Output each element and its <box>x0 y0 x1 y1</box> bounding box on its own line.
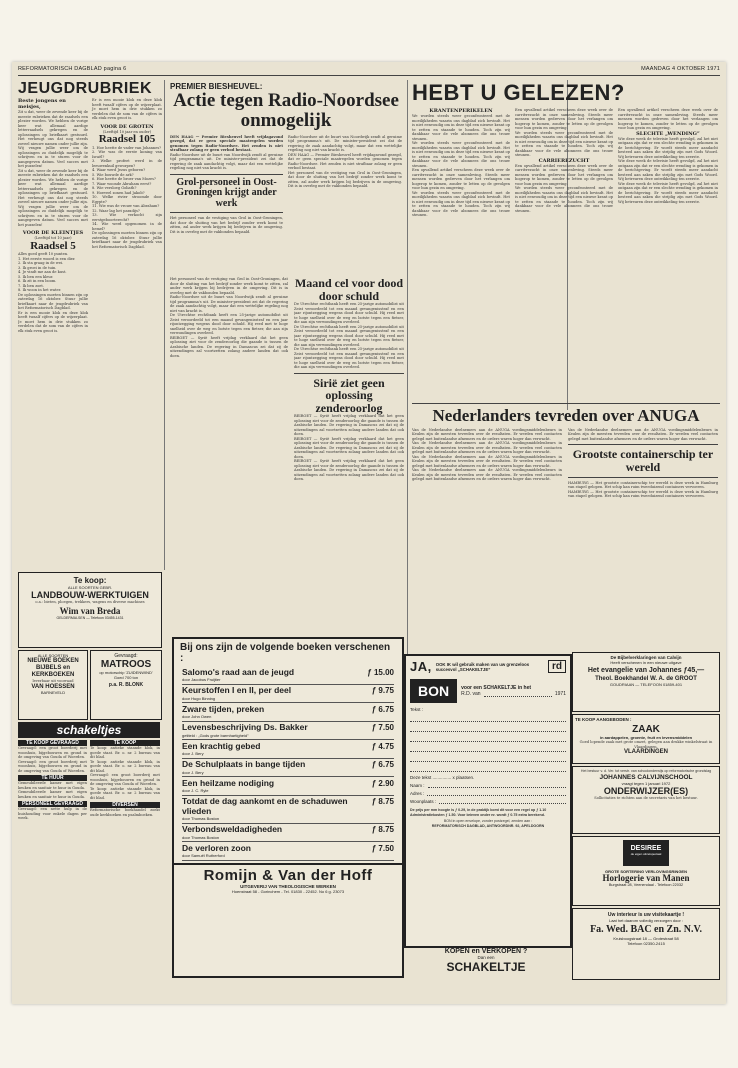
coupon-text-line[interactable] <box>410 762 566 772</box>
ad-label: Te koop: <box>73 576 107 585</box>
coupon-naam-label: Naam : <box>410 783 425 788</box>
carrierezucht-heading: CARRIEREZUCHT <box>538 157 590 164</box>
radio-body: Radio-Noordsee uit de buurt van Noordwijk zendt al geruime tijd programma's uit. De minister-president zei dat de regering de zaak aandachtig volgt, maar dat een wettelijke regeling nog niet van kracht is. <box>170 152 283 171</box>
clue: 5. Wie bouwde de ark? <box>92 172 134 177</box>
container-body: HAMBURG — Het grootste containerschip ter wereld is deze week in Hamburg van stapel gelopen. Het schip kan ruim tweeduizend containers vervoeren. <box>568 489 718 499</box>
ad-bijbelverklaringen <box>572 652 720 712</box>
schakeltje-text: Gevraagd: een groot boerderij met woonhuis, bijgebouwen en grond in de omgeving van Gouda of Woerden. <box>90 773 160 786</box>
sirie-body-2: BEIROET — Syrië heeft vrijdag verklaard dat het geen oplossing ziet voor de zenderoorlog die gaande is tussen de Arabische landen. De regering in Damascus zei dat zij de uitzendingen zal voortzetten zolang andere landen dat ook doen. <box>294 436 404 459</box>
anuga-body: Van de Nederlandse deelnemers aan de ANUGA voedingsmiddelenbeurs in Keulen zijn de meesten tevreden over de resultaten. Er werden veel contacten gelegd met buitenlandse afnemers en de orders waren hoger dan verwacht. <box>412 427 562 441</box>
clue: 4. Waar werd Jezus geboren? <box>92 168 146 173</box>
book-row <box>182 666 394 685</box>
radio-article <box>170 82 402 282</box>
publisher-sub: UITGEVERIJ VAN THEOLOGISCHE WERKEN <box>240 883 336 889</box>
coupon-intro: OOK IK wil gebruik maken van uw grenzeloos succesvol „SCHAKELTJE” <box>435 661 530 672</box>
book-row <box>182 685 394 704</box>
bac-sub: Laat het daarom volledig verzorgen door : <box>608 918 684 923</box>
gelezen-body: Een opvallend artikel verscheen deze week over de carrièrezucht in onze samenleving. Steeds meer mensen worden gedreven door het verlangen om hogerop te komen, zonder te letten op de gevolgen voor hun gezin en omgeving. <box>412 168 510 190</box>
ad-matroos-l4: Goed 700 ton <box>113 675 139 680</box>
book-title: Totdat de dag aankomt en de schaduwen vlieden <box>182 796 348 816</box>
jeugd-subtitle: Beste jongens en meisjes, <box>18 98 66 110</box>
ad-bijbels-l2: NIEUWE BOEKEN BIJBELS en KERKBOEKEN <box>27 658 79 678</box>
bac-name: Fa. Wed. BAC en Zn. N.V. <box>590 924 702 935</box>
book-price: ƒ 8.75 <box>371 825 394 834</box>
coupon-voor: voor een SCHAKELTJE in het <box>461 685 532 691</box>
book-price: ƒ 8.75 <box>371 797 394 806</box>
zaak-sub: in aardappelen, groente, fruit en levensmiddelen <box>599 735 693 740</box>
wending-heading: SLECHTE „WENDING” <box>636 130 700 137</box>
coupon-zend: BON in open envelope, zonder postzegel, zenden aan : <box>443 819 533 823</box>
book-title: Zware tijden, preken <box>182 703 265 714</box>
book-author: door Thomas Boston <box>182 816 220 821</box>
publisher-name: Romijn & Van der Hoff <box>174 863 402 884</box>
jeugd-intro: Zit u dat, weer de zevende keer bij de meeste rubrieken dat de raadsels een plezier worden. We hebben de vorige keer wat allemaal aardige letterraadsels gekregen en de oplossingen op briefkaart gestuurd. Het verheugt ons dat nog steeds zoveel nieuwe namen onder jullie zijn. Wij vragen jullie weer om de oplossingen zo duidelijk mogelijk te schrijven en in te sturen voor de aangegeven datum. Veel succes met het puzzelen! <box>18 110 88 168</box>
bon-label: BON <box>410 679 457 703</box>
grol-body-cont: Het personeel van de vestiging van Grol in Oost-Groningen, dat door de sluiting van het bedrijf zonder werk komt te zitten, zal ander werk krijgen bij bedrijven in de omgeving. Dit is in overleg met de vakbonden bepaald. <box>170 277 288 295</box>
school-nu: vraagt tegen 1 januari 1972 <box>621 780 671 786</box>
coupon-zend-addr: REFORMATORISCH DAGBLAD, ANTWOORDNR. 92, APELDOORN <box>431 823 545 828</box>
radio-body-3: DEN HAAG — Premier Biesheuvel heeft vrijdagavond gezegd, dat er geen speciale maatregelen worden genomen tegen Radio-Noordsee. Het zenden is niet strafbaar zolang er geen verbod bestaat. <box>288 152 402 171</box>
schakeltje-text: Gevraagd: een nette hulp in de huishouding voor enkele dagen per week. <box>18 807 87 820</box>
ad-matroos <box>90 650 162 720</box>
grol-continuation <box>170 277 288 657</box>
jeugd-intro-cont: Zit u dat, weer de zevende keer bij de meeste rubrieken dat de raadsels een plezier worden. We hebben de vorige keer wat allemaal aardige letterraadsels gekregen en de oplossingen op briefkaart gestuurd. Het verheugt ons dat nog steeds zoveel nieuwe namen onder jullie zijn. Wij vragen jullie weer om de oplossingen zo duidelijk mogelijk te schrijven en in te sturen voor de aangegeven datum. Veel succes met het puzzelen! <box>18 168 88 227</box>
desiree-addr: Burgstraat 28, Veenendaal - Telefoon 22032 <box>608 883 684 888</box>
book-author: door J. C. Ryle <box>182 788 209 793</box>
clue: 6. Ik zit in een boom. <box>18 279 57 284</box>
coupon-text-line[interactable] <box>410 752 566 762</box>
coupon-woonplaats-field[interactable] <box>439 799 566 804</box>
ad-zaak <box>572 714 720 764</box>
page-header <box>18 66 720 76</box>
book-row <box>182 740 394 759</box>
ad-matroos-name: p.a. R. BLONK <box>108 682 144 688</box>
bac-phone: Telefoon 02350-2415 <box>627 940 665 946</box>
bijbel-shop: Theol. Boekhandel W. A. de GROOT <box>595 676 697 682</box>
boeken-title: Bij ons zijn de volgende boeken verschenen : <box>180 642 391 664</box>
radio-lead: DEN HAAG — Premier Biesheuvel heeft vrijdagavond gezegd, dat er geen speciale maatregelen worden genomen tegen Radio-Noordsee. Het zenden is niet strafbaar zolang er geen verbod bestaat. <box>170 134 283 153</box>
gelezen-body: We worden steeds weer geconfronteerd met de moeilijkheden waarin ons dagblad zich bevindt. Het is niet eenvoudig om in deze tijd een nieuwe krant op te zetten en staande te houden. Toch zijn wij dankbaar voor de vele abonnees die ons trouw steunen. <box>515 130 613 157</box>
ad-sub: ALLE SOORTEN GEBR. <box>67 585 113 590</box>
clue: 1. Hoe heette de vader van Johannes? <box>92 145 162 150</box>
coupon-text-line[interactable] <box>410 732 566 742</box>
book-row <box>182 824 394 843</box>
coupon-plaatsen: Deze tekst ............... x plaatsen. <box>410 775 475 780</box>
bac-addr: Kruisboogstraat 18 — Grotestraat 58 <box>613 935 679 941</box>
anuga-headline: Nederlanders tevreden over ANUGA <box>432 406 700 425</box>
clue: 2. Ik sta graag in de wei. <box>18 261 64 266</box>
raadsel-105-title: Raadsel 105 <box>98 133 156 145</box>
maand-cel-article <box>294 277 404 657</box>
schakeltje-coupon <box>404 654 572 948</box>
desiree-logo <box>623 840 669 866</box>
schakeltjes-section <box>18 722 160 922</box>
kopen-schakeltje: SCHAKELTJE <box>446 960 526 974</box>
zaak-city: VLAARDINGEN <box>623 749 668 755</box>
ad-matroos-l2: MATROOS <box>100 659 152 670</box>
clue: 1. Het eerste woord is een dier. <box>18 256 76 261</box>
schakeltjes-head: DIVERSEN <box>90 802 160 808</box>
book-price: ƒ 2.90 <box>371 778 394 788</box>
jeugd-title: JEUGDRUBRIEK <box>18 80 153 97</box>
ad-landbouwwerktuigen <box>18 572 162 648</box>
anuga-article <box>412 400 720 650</box>
publisher-addr: Hoenstraat 58 - Gorinchem - Tel. 01830 - 22452. No 6 g. 23073 <box>231 888 345 894</box>
schakeltje-text: Te koop: antieke staande klok, in goede staat. Br. o. nr. 2 bureau van dit blad. <box>90 746 160 759</box>
maand-body-3: De Utrechtse rechtbank heeft een 25-jarige automobilist uit Zeist veroordeeld tot een maand gevangenisstraf en een jaar rijontzegging wegens dood door schuld. Hij reed met te hoge snelheid over de weg en botste tegen een fietser, die aan zijn verwondingen overleed. <box>294 347 404 370</box>
voor-kleintjes-heading: VOOR DE KLEINTJES <box>22 230 84 236</box>
clue: 9. Hoeveel zonen had Jakob? <box>92 190 145 195</box>
gelezen-body: We worden steeds weer geconfronteerd met de moeilijkheden waarin ons dagblad zich bevindt. Het is niet eenvoudig om in deze tijd een nieuwe krant op te zetten en staande te houden. Toch zijn wij dankbaar voor de vele abonnees die ons trouw steunen. <box>515 186 613 213</box>
header-left: REFORMATORISCH DAGBLAD pagina 6 <box>18 66 127 72</box>
book-title: Levensbeschrijving Ds. Bakker <box>182 722 308 732</box>
clue: 5. Ik ben een kleur. <box>18 274 54 279</box>
sirie-headline: Sirië ziet geen oplossing zenderoorlog <box>313 375 385 415</box>
book-author: door Hugo Binning <box>182 695 216 701</box>
kleintjes-age: (Leeftijd tot 10 jaar) <box>34 236 72 240</box>
gelezen-body: Een opvallend artikel verscheen deze week over de carrièrezucht in onze samenleving. Steeds meer mensen worden gedreven door het verlangen om hogerop te komen, zonder te letten op de gevolgen voor hun gezin en omgeving. <box>515 108 613 130</box>
ad-bijbels-name: VAN HOESSEN <box>31 683 75 690</box>
column-rule <box>164 80 165 570</box>
kopen-heading: KOPEN en VERKOPEN ? <box>444 948 528 955</box>
raadsel-5-intro: Alles goed geeft 10 punten. <box>18 252 69 257</box>
desiree-tag: de eigen uitzetspeciaal <box>630 852 662 856</box>
grol-body-cont: BEIROET — Syrië heeft vrijdag verklaard dat het geen oplossing ziet voor de zenderoorlog die gaande is tussen de Arabische landen. De regering in Damascus zei dat zij de uitzendingen zal voortzetten zolang andere landen dat ook doen. <box>170 335 288 358</box>
newspaper-page <box>12 62 726 1004</box>
book-author: door John Owen <box>182 714 212 719</box>
book-title: De verloren zoon <box>182 842 251 853</box>
school-intro: Het bestuur v. d. Ver. tot verstr. van schoolonderwijs op reformatorische grondslag <box>580 769 712 773</box>
ad-boeken <box>172 637 404 978</box>
book-title: Een heilzame nodiging <box>182 777 275 788</box>
clue: 10. Welke rivier stroomde door Egypte? <box>92 195 162 204</box>
ad-name: Wim van Breda <box>59 605 121 616</box>
school-big: ONDERWIJZER(ES) <box>603 785 689 796</box>
book-price: ƒ 7.50 <box>371 843 394 853</box>
book-title: Salomo's raad aan de jeugd <box>182 666 295 677</box>
book-title: De Schulplaats in bange tijden <box>182 759 306 769</box>
schakeltje-text: Gemeubileerde kamer met eigen keuken en sanitair te huur in Gouda. <box>18 790 87 799</box>
book-price: ƒ 6.75 <box>371 704 394 714</box>
jeugdrubriek-section <box>18 80 162 570</box>
coupon-naam-field[interactable] <box>428 783 566 788</box>
book-price: ƒ 4.75 <box>371 741 394 751</box>
jeugd-footer-right: De oplossingen moeten binnen zijn op zaterdag 16 oktober. Stuur jullie briefkaart naar de jeugdrubriek van het Reformatorisch Dagblad. <box>92 231 162 249</box>
clue: 3. Ik groei in de tuin. <box>18 265 57 270</box>
groten-age: (Leeftijd 10 jaar en ouder) <box>102 129 152 134</box>
book-author: door J. Bery <box>182 751 204 756</box>
jeugd-right-text: Er is een mooie klok en deze klok heeft twaalf cijfers op de wijzerplaat. Je moet hem in drie stukken zo verdelen dat de som van de cijfers in elk stuk even groot is. <box>92 98 162 120</box>
coupon-text-line[interactable] <box>410 712 566 722</box>
sirie-body: BEIROET — Syrië heeft vrijdag verklaard dat het geen oplossing ziet voor de zenderoorlog die gaande is tussen de Arabische landen. De regering in Damascus zei dat zij de uitzendingen zal voortzetten zolang andere landen dat ook doen. <box>294 414 404 437</box>
wending-body: Wie deze week de televisie heeft gevolgd, zal het niet ontgaan zijn dat er een slechte wending is gekomen in de berichtgeving. Er wordt steeds meer aandacht besteed aan zaken die strijdig zijn met Gods Woord. Wij betreuren deze ontwikkeling ten zeerste. <box>618 136 718 159</box>
ad-matroos-l1: Gevraagd: <box>114 653 138 659</box>
school-name: JOHANNES CALVIJNSCHOOL <box>599 773 693 781</box>
book-row <box>182 703 394 722</box>
book-row <box>182 842 394 861</box>
coupon-text-line[interactable] <box>410 722 566 732</box>
rd-logo: rd <box>548 660 566 673</box>
gelezen-body: We worden steeds weer geconfronteerd met de moeilijkheden waarin ons dagblad zich bevindt. Het is niet eenvoudig om in deze tijd een nieuwe krant op te zetten en staande te houden. Toch zijn wij dankbaar voor de vele abonnees die ons trouw steunen. <box>412 114 510 141</box>
header-right: MAANDAG 4 OKTOBER 1971 <box>641 66 720 72</box>
schakeltjes-head: PERSONEEL GEVRAAGD <box>18 801 87 807</box>
gelezen-body: Een opvallend artikel verscheen deze week over de carrièrezucht in onze samenleving. Steeds meer mensen worden gedreven door het verlangen om hogerop te komen, zonder te letten op de gevolgen voor hun gezin en omgeving. <box>515 163 613 186</box>
grol-body-cont: De Utrechtse rechtbank heeft een 25-jarige automobilist uit Zeist veroordeeld tot een maand gevangenisstraf en een jaar rijontzegging wegens dood door schuld. Hij reed met te hoge snelheid over de weg en botste tegen een fietser, die aan zijn verwondingen overleed. <box>170 313 288 335</box>
maand-headline: Maand cel voor dood door schuld <box>294 277 404 303</box>
bijbel-shop-addr: GOUDRIAAN — TELEFOON 01859-401 <box>609 682 683 687</box>
book-author: door Jacobus Fruijtier <box>182 677 221 682</box>
kopen-verkopen <box>404 948 568 988</box>
coupon-woonplaats-label: Woonplaats : <box>410 799 437 804</box>
coupon-rd: R.D. van <box>461 691 481 697</box>
schakeltje-text: Gemeubileerde kamer met eigen keuken en sanitair te huur in Gouda. <box>18 781 87 790</box>
clue: 12. Waar lag het paradijs? <box>92 208 140 213</box>
ad-school <box>572 766 720 834</box>
sirie-body-3: BEIROET — Syrië heeft vrijdag verklaard dat het geen oplossing ziet voor de zenderoorlog die gaande is tussen de Arabische landen. De regering in Damascus zei dat zij de uitzendingen zal voortzetten zolang andere landen dat ook doen. <box>294 459 404 482</box>
bijbel-top: De Bijbelverklaringen van Calvijn <box>610 655 682 660</box>
schakeltjes-head: TE HUUR <box>18 775 87 781</box>
book-row <box>182 796 394 824</box>
container-headline: Grootste containerschip ter wereld <box>572 447 714 474</box>
anuga-body: Van de Nederlandse deelnemers aan de ANUGA voedingsmiddelenbeurs in Keulen zijn de meesten tevreden over de resultaten. Er werden veel contacten gelegd met buitenlandse afnemers en de orders waren hoger dan verwacht. <box>412 454 562 468</box>
grol-body-cont: Radio-Noordsee uit de buurt van Noordwijk zendt al geruime tijd programma's uit. De minister-president zei dat de regering de zaak aandachtig volgt, maar dat een wettelijke regeling nog niet van kracht is. <box>170 295 288 313</box>
ad-bac <box>572 908 720 980</box>
ad-addr: GELDERMALSEN — Telefoon 03455-1431 <box>56 615 124 620</box>
book-price: ƒ 15.00 <box>367 667 394 677</box>
ad-bijbels-l3: leverbaar uit voorraad <box>32 679 74 683</box>
ad-matroos-l3: op motorschip 'ZUIDENWIND' <box>99 670 153 675</box>
gelezen-body: Een opvallend artikel verscheen deze week over de carrièrezucht in onze samenleving. Steeds meer mensen worden gedreven door het verlangen om hogerop te komen, zonder te letten op de gevolgen voor hun gezin en omgeving. <box>618 108 718 130</box>
anuga-body: Van de Nederlandse deelnemers aan de ANUGA voedingsmiddelenbeurs in Keulen zijn de meesten tevreden over de resultaten. Er werden veel contacten gelegd met buitenlandse afnemers en de orders waren hoger dan verwacht. <box>412 441 562 455</box>
book-price: ƒ 6.75 <box>371 760 394 769</box>
grol-body: Het personeel van de vestiging van Grol in Oost-Groningen, dat door de sluiting van het bedrijf zonder werk komt te zitten, zal ander werk krijgen bij bedrijven in de omgeving. Dit is in overleg met de vakbonden bepaald. <box>170 216 283 234</box>
radio-body-2: Radio-Noordsee uit de buurt van Noordwijk zendt al geruime tijd programma's uit. De minister-president zei dat de regering de zaak aandachtig volgt, maar dat een wettelijke regeling nog niet van kracht is. <box>288 134 402 153</box>
gelezen-body: We worden steeds weer geconfronteerd met de moeilijkheden waarin ons dagblad zich bevindt. Het is niet eenvoudig om in deze tijd een nieuwe krant op te zetten en staande te houden. Toch zijn wij dankbaar voor de vele abonnees die ons trouw steunen. <box>412 190 510 217</box>
book-price: ƒ 7.50 <box>371 723 394 732</box>
maand-body: De Utrechtse rechtbank heeft een 25-jarige automobilist uit Zeist veroordeeld tot een maand gevangenisstraf en een jaar rijontzegging wegens dood door schuld. Hij reed met te hoge snelheid over de weg en botste tegen een fietser, die aan zijn verwondingen overleed. <box>294 302 404 325</box>
schakeltje-text: Gevraagd: een groot boerderij met woonhuis, bijgebouwen en grond in de omgeving van Gouda of Woerden. <box>18 759 87 773</box>
ad-bijbels <box>18 650 88 720</box>
gelezen-body: We worden steeds weer geconfronteerd met de moeilijkheden waarin ons dagblad zich bevindt. Het is niet eenvoudig om in deze tijd een nieuwe krant op te zetten en staande te houden. Toch zijn wij dankbaar voor de vele abonnees die ons trouw steunen. <box>412 141 510 168</box>
clue: 4. Je vindt me aan de kust. <box>18 270 67 275</box>
krantenperikelen-heading: KRANTENPERIKELEN <box>429 108 493 114</box>
container-body: HAMBURG — Het grootste containerschip ter wereld is deze week in Hamburg van stapel gelopen. Het schip kan ruim tweeduizend containers vervoeren. <box>568 480 718 490</box>
radio-headline: Actie tegen Radio-Noordsee onmogelijk <box>173 90 399 131</box>
zaak-body: Goed lopende zaak met grote omzet, gelegen aan drukke winkelstraat in Vlaardingen. <box>579 740 713 749</box>
book-title: Verbondsweldadigheden <box>182 824 283 834</box>
book-author: door Samuël Rutherford <box>182 853 225 858</box>
ad-bijbels-l1: ALLE SOORTEN <box>37 653 69 658</box>
kopen-door: Dan een <box>477 955 495 960</box>
clue: 7. Waar woonde Abraham eerst? <box>92 181 152 186</box>
desiree-sub: GROTE SORTERING VERLOVINGSRINGEN <box>604 869 687 874</box>
coupon-prijs: De prijs per mm hoogte is ƒ 0.29, in de praktijk komt dit voor een regel op ƒ 1.10 <box>410 808 547 812</box>
maand-body-2: De Utrechtse rechtbank heeft een 25-jarige automobilist uit Zeist veroordeeld tot een maand gevangenisstraf en een jaar rijontzegging wegens dood door schuld. Hij reed met te hoge snelheid over de weg en botste tegen een fietser, die aan zijn verwondingen overleed. <box>294 324 404 347</box>
clue: 8. Ik woon in het water. <box>18 288 62 293</box>
schakeltjes-head: TE KOOP GEVRAAGD <box>18 740 87 746</box>
ad-body: o.a.: bieten, ploegen, trekkers, wagens en diverse machines <box>35 600 145 604</box>
book-list <box>174 666 402 861</box>
clue: 11. Wie was de vrouw van Abraham? <box>92 204 160 209</box>
raadsel-5-title: Raadsel 5 <box>30 239 76 252</box>
anuga-body: Van de Nederlandse deelnemers aan de ANUGA voedingsmiddelenbeurs in Keulen zijn de meesten tevreden over de resultaten. Er werden veel contacten gelegd met buitenlandse afnemers en de orders waren hoger dan verwacht. <box>568 427 718 441</box>
coupon-adm: Administratiekosten ƒ 1.50. Voor brieven onder nr. wordt ƒ 0.75 extra berekend. <box>410 812 545 817</box>
coupon-adres-field[interactable] <box>427 791 566 796</box>
coupon-adres-label: Adres : <box>410 791 425 796</box>
book-price: ƒ 9.75 <box>371 686 394 695</box>
school-body: Sollicitaties te richten aan de secretaris van het bestuur. <box>594 795 698 800</box>
schakeltje-text: Te koop: antieke staande klok, in goede staat. Br. o. nr. 2 bureau van dit blad. <box>90 759 160 773</box>
ad-bijbels-city: BARNEVELD <box>40 689 66 695</box>
schakeltjes-head: TE KOOP <box>90 740 160 746</box>
coupon-ja: JA, <box>410 659 432 674</box>
zaak-head: TE KOOP AANGEBODEN : <box>575 717 632 722</box>
desiree-shop: Horlogerie van Manen <box>602 873 690 883</box>
clue: 6. Hoe heette de broer van Mozes? <box>92 177 156 182</box>
bac-top: Uw interieur is uw visitekaartje ! <box>607 912 685 918</box>
book-row <box>182 759 394 778</box>
radio-body-4: Het personeel van de vestiging van Grol in Oost-Groningen, dat door de sluiting van het bedrijf zonder werk komt te zitten, zal ander werk krijgen bij bedrijven in de omgeving. Dit is in overleg met de vakbonden bepaald. <box>288 170 402 189</box>
ad-desiree <box>572 836 720 906</box>
jeugd-footer: De oplossingen moeten binnen zijn op zaterdag 16 oktober. Stuur jullie briefkaart naar de jeugdrubriek van het Reformatorisch Dagblad. <box>18 292 88 311</box>
voor-groten-heading: VOOR DE GROTEN <box>100 123 154 130</box>
wending-body: Wie deze week de televisie heeft gevolgd, zal het niet ontgaan zijn dat er een slechte wending is gekomen in de berichtgeving. Er wordt steeds meer aandacht besteed aan zaken die strijdig zijn met Gods Woord. Wij betreuren deze ontwikkeling ten zeerste. <box>618 159 718 181</box>
clue: 3. Welke profeet werd in de leeuwenkuil geworpen? <box>92 159 162 168</box>
clue: 7. Ik ben zoet. <box>18 283 44 288</box>
wending-body: Wie deze week de televisie heeft gevolgd, zal het niet ontgaan zijn dat er een slechte wending is gekomen in de berichtgeving. Er wordt steeds meer aandacht besteed aan zaken die strijdig zijn met Gods Woord. Wij betreuren deze ontwikkeling ten zeerste. <box>618 181 718 204</box>
bijbel-sub: Heeft verschenen in een nieuwe uitgave <box>610 660 682 665</box>
gelezen-title: HEBT U GELEZEN? <box>412 80 625 105</box>
clue: 8. Wie versloeg Goliath? <box>92 186 137 191</box>
book-row <box>182 777 394 796</box>
coupon-date-field[interactable] <box>484 691 552 697</box>
bijbel-big: Het evangelie van Johannes ƒ45,— <box>587 667 705 674</box>
radio-kicker: PREMIER BIESHEUVEL: <box>170 82 263 91</box>
anuga-body: Van de Nederlandse deelnemers aan de ANUGA voedingsmiddelenbeurs in Keulen zijn de meesten tevreden over de resultaten. Er werden veel contacten gelegd met buitenlandse afnemers en de orders waren hoger dan verwacht. <box>412 468 562 482</box>
schakeltje-text: Gevraagd: een groot boerderij met woonhuis, bijgebouwen en grond in de omgeving van Gouda of Woerden. <box>18 746 87 759</box>
zaak-big: ZAAK <box>632 724 660 735</box>
book-author: getiteld : „Gods grote barmhartigheid” <box>182 732 249 738</box>
coupon-year: 1971 <box>554 691 566 697</box>
clue: 13. Wie verkocht zijn eerstgeboorterecht? <box>92 213 162 222</box>
schakeltjes-banner: schakeltjes <box>18 722 160 738</box>
schakeltje-text: Reformatorische boekhandel zoekt oude kerkboeken en psalmboeken. <box>90 808 160 817</box>
book-author: door Thomas Boston <box>182 834 220 840</box>
gelezen-section <box>412 80 720 400</box>
coupon-tekst-label: Tekst : <box>410 707 424 712</box>
column-rule <box>407 80 408 730</box>
grol-headline: Grol-personeel in Oost-Groningen krijgt ander werk <box>176 176 277 209</box>
book-row <box>182 722 394 741</box>
schakeltje-text: Te koop: antieke staande klok, in goede staat. Br. o. nr. 2 bureau van dit blad. <box>90 786 160 800</box>
clue: 2. Wie was de eerste koning van Israël? <box>92 150 162 159</box>
ad-big: LANDBOUW-WERKTUIGEN <box>31 590 149 600</box>
coupon-text-line[interactable] <box>410 742 566 752</box>
book-title: Keurstoffen I en II, per deel <box>182 685 292 695</box>
jeugd-footer-cont: Er is een mooie klok en deze klok heeft twaalf cijfers op de wijzerplaat. Je moet hem in drie stukken zo verdelen dat de som van de cijfers in elk stuk even groot is. <box>18 310 88 333</box>
book-title: Een krachtig gebed <box>182 740 261 751</box>
clue: 14. Wie werd opgenomen in de hemel? <box>92 222 162 231</box>
book-author: door J. Bery <box>182 769 204 775</box>
desiree-brand: DESIREE <box>630 845 662 852</box>
